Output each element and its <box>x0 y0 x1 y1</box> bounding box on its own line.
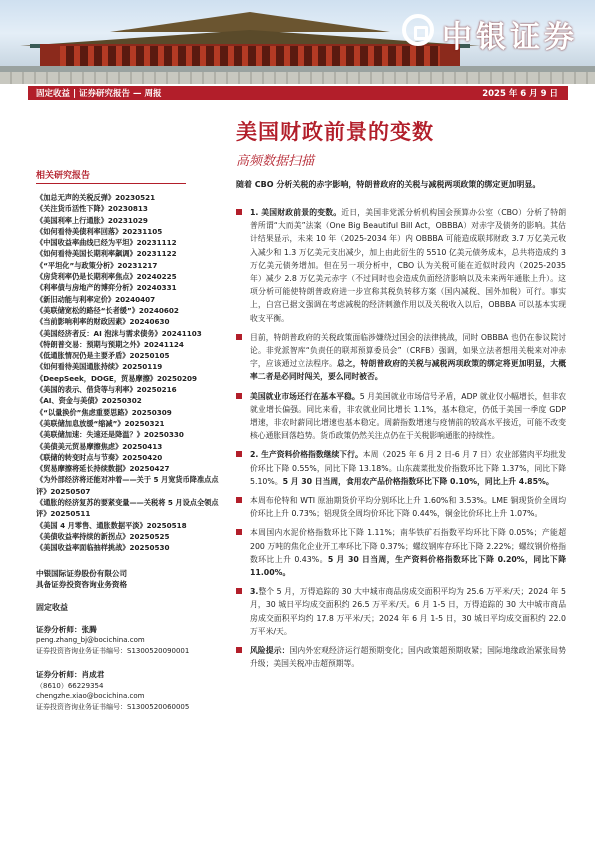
section-bar <box>28 86 568 100</box>
paragraph-tail: 总之，特朗普政府的关税与减税两项政策的绑定将更加明显，大概率二者是必同时闯关，要么同时被否。 <box>250 359 567 382</box>
company-name: 中银国际证券股份有限公司 <box>36 568 128 578</box>
analyst-cert: 证券投资咨询业务证书编号：S1300520090001 <box>36 646 190 655</box>
company-qualification: 具备证券投资咨询业务资格 <box>36 579 128 589</box>
paragraph-lead: 1. 美国财政前景的变数。 <box>250 208 342 217</box>
bullet-icon <box>236 588 242 594</box>
paragraph-text: 整个 5 月，万得追踪的 30 大中城市商品房成交面积平均为 25.6 万平米/天；2024 年 5 月，30 城日平均成交面积约 26.5 万平米/天。6 月 1-5 日，万得追踪的 30 大中城市商品房成交面积平均约 17.8 万平米/天；2024 年 6 月 1-5 日，30 城日平均成交面积约 22.0 万平米/天。 <box>250 587 566 636</box>
analyst-name: 证券分析师：张腾 <box>36 624 97 634</box>
related-reports-heading: 相关研究报告 <box>36 168 186 184</box>
related-report-item[interactable]: 《如何看待美国长期利率飙调》20231122 <box>36 249 177 259</box>
related-report-item[interactable]: 《AI、资金与美债》20250302 <box>36 396 142 406</box>
report-date: 2025 年 6 月 9 日 <box>482 89 558 99</box>
related-report-item[interactable]: 《美联储宽松的路径“长者缓”》20240602 <box>36 305 179 315</box>
boc-logo-icon <box>402 14 434 46</box>
analyst-cert: 证券投资咨询业务证书编号：S1300520060005 <box>36 702 190 711</box>
body-paragraph <box>236 526 566 579</box>
related-report-item[interactable]: 《美国经济者反：AI 泡沫与需求债务》20241103 <box>36 328 202 338</box>
analyst-email[interactable]: peng.zhang_bj@bocichina.com <box>36 636 145 644</box>
report-title: 美国财政前景的变数 <box>236 119 434 144</box>
report-body <box>236 206 566 677</box>
header-banner-image <box>0 0 595 84</box>
related-report-item[interactable]: 《关注货币活性下降》20230813 <box>36 204 148 214</box>
related-report-item[interactable]: 《美国收益率面临抽样挑战》20250530 <box>36 543 170 553</box>
report-category: 固定收益 <box>36 602 68 612</box>
paragraph-lead: 3. <box>250 587 259 597</box>
bullet-icon <box>236 451 242 457</box>
body-paragraph <box>236 585 566 638</box>
body-paragraph <box>236 644 566 670</box>
related-report-item[interactable]: 《利率债与房地产的博弈分析》20240331 <box>36 283 177 293</box>
paragraph-text: 目前，特朗普政府的关税政策面临涉嫌绕过国会的法律挑战，同时 OBBBA 也仍在参议院讨论。非党派智库“负责任的联邦预算委员会”（CRFB）强调，如果立法者想用关税来对冲赤字，应该通过立法程序。 <box>250 332 566 369</box>
body-paragraph <box>236 494 566 520</box>
related-report-item[interactable]: 《贸易摩擦将延长持续数据》20250427 <box>36 464 170 474</box>
related-report-item[interactable]: 《当前影响利率的财政因素》20240630 <box>36 317 170 327</box>
related-report-item[interactable]: 《特朗普交易：预期与预期之外》20241124 <box>36 339 184 349</box>
bullet-icon <box>236 529 242 535</box>
paragraph-text: 本周国内水泥价格指数环比下降 1.11%；南华铁矿石指数平均环比下降 0.05%；产能超 200 万吨的焦化企业开工率环比下降 0.37%；螺纹钢库存环比下降 2.22%；螺纹钢价格指数环比上升 0.43%。 <box>250 528 566 564</box>
related-report-item[interactable]: 《为外部经济将还能对冲着——关于 5 月宽货币降准点点评》20250507 <box>36 475 219 496</box>
related-report-item[interactable]: 《“平坦化”与政策分析》20231217 <box>36 260 158 270</box>
related-report-item[interactable]: 《美债美元贸易摩擦焦虑》20250413 <box>36 441 163 451</box>
palace-roof-upper <box>110 12 390 32</box>
analyst-card <box>36 670 226 712</box>
company-info <box>36 568 226 590</box>
report-type-tag: 固定收益 | 证券研究报告 — 周报 <box>36 89 162 99</box>
bullet-icon <box>236 209 242 215</box>
analyst-email[interactable]: chengzhe.xiao@bocichina.com <box>36 692 145 700</box>
related-report-item[interactable]: 《如何看待美国通胀持续》20250119 <box>36 362 163 372</box>
body-paragraph <box>236 390 566 443</box>
paragraph-lead: 美国就业市场还行在基本平稳。 <box>250 391 360 401</box>
related-report-item[interactable]: 《低通胀情况仍是主要矛盾》20250105 <box>36 351 170 361</box>
bullet-icon <box>236 647 242 653</box>
body-paragraph <box>236 448 566 488</box>
related-report-item[interactable]: 《美债收益率持续的新拐点》20250525 <box>36 531 170 541</box>
bullet-icon <box>236 497 242 503</box>
paragraph-text: 本周布伦特和 WTI 原油期货价平均分别环比上升 1.60%和 3.53%。LME 铜现货价全周均价环比上升 0.73%；铝现货全周均价环比下降 0.44%，铜金比价环比上升 1.07%。 <box>250 496 566 519</box>
palace-steps <box>0 72 595 84</box>
related-report-item[interactable]: 《通胀的经济复苏的要紧变量——关税将 5 月设点全领点评》20250511 <box>36 498 219 519</box>
related-reports-list <box>36 192 226 554</box>
paragraph-lead: 2. 生产资料价格指数继续下行。 <box>250 450 363 460</box>
brand-name: 中银证券 <box>442 20 578 55</box>
analyst-name: 证券分析师：肖成君 <box>36 670 105 679</box>
bullet-icon <box>236 334 242 340</box>
sidebar <box>36 168 226 712</box>
paragraph-text: 国内外宏观经济运行超预期变化；国内政策超预期收紧；国际地缘政治紧张局势升级；美国关税冲击超预期等。 <box>250 646 566 669</box>
related-report-item[interactable]: 《房贷利率仍是长期利率焦点》20240225 <box>36 272 177 282</box>
related-report-item[interactable]: 《“以量换价”焦虑重要思路》20250309 <box>36 407 172 417</box>
paragraph-tail: 5 月 30 日当周，生产资料价格指数环比下降 0.20%，同比下降 11.00%。 <box>250 554 566 578</box>
related-report-item[interactable]: 《美国 4 月零售、通胀数据平淡》20250518 <box>36 520 187 530</box>
paragraph-lead: 风险提示： <box>250 646 290 656</box>
body-paragraph <box>236 206 566 325</box>
report-subtitle: 高频数据扫描 <box>236 154 315 169</box>
related-report-item[interactable]: 《美联储加息放缓“缩减”》20250321 <box>36 418 165 428</box>
analyst-card <box>36 625 226 657</box>
report-summary: 随着 CBO 分析关税的赤字影响，特朗普政府的关税与减税两项政策的绑定更加明显。 <box>236 180 541 189</box>
analyst-phone: （8610）66229354 <box>36 681 104 690</box>
palace-columns <box>60 46 440 66</box>
paragraph-text: 近日，美国非党派分析机构国会预算办公室（CBO）分析了特朗普所谓“大而美”法案（One Big Beautiful Bill Act，OBBBA）对赤字及债务的影响。其估计结果显示，未来 10 年（2025-2034 年）内 OBBBA 可能造成联邦财政 3.7 万亿美元收入减少和 1.3 万亿美元支出减少，加上由此衍生的 5510 亿美元债务成本，总共将造成约 3 万亿美元债务增加。但在另一项分析中，CBO 认为关税可能在近似时段内（2025-2035 年）减少 2.8 万亿美元赤字（不过同时也会造成负面经济影响以及未来两年通胀上升）。这项分析可能使特朗普政府进一步宣称其税负转移方案（国内减税、国外加税）可行。事实上，白宫已据文强调在考虑减税的经济刺激作用以及关税收入以后，OBBBA 可以基本实现收支平衡。 <box>250 208 566 323</box>
related-report-item[interactable]: 《中国收益率曲线已经为平坦》20231112 <box>36 238 177 248</box>
related-report-item[interactable]: 《加总无声的关税反弹》20230521 <box>36 193 156 202</box>
brand-logo <box>400 8 590 54</box>
related-report-item[interactable]: 《联储的转变时点与节奏》20250420 <box>36 452 163 462</box>
related-report-item[interactable]: 《如何看待美债利率回落》20231105 <box>36 226 163 236</box>
related-report-item[interactable]: 《美联储加速：失速还是降温？》20250330 <box>36 430 184 440</box>
related-report-item[interactable]: 《美国利率上行通胀》20231029 <box>36 215 148 225</box>
paragraph-tail: 5 月 30 日当周，食用农产品价格指数环比下降 0.10%，同比上升 4.85%。 <box>282 476 554 486</box>
paragraph-text: 本周（2025 年 6 月 2 日-6 月 7 日）农业部猪肉平均批发价环比下降 0.55%，同比下降 13.18%。山东蔬菜批发价指数环比下降 1.37%，同比下降 5.10%。 <box>250 450 566 486</box>
related-report-item[interactable]: 《新旧动能与利率定价》20240407 <box>36 294 156 304</box>
related-report-item[interactable]: 《DeepSeek，DOGE，贸易摩擦》20250209 <box>36 373 197 383</box>
paragraph-text: 5 月美国就业市场信号矛盾，ADP 就业仅小幅增长，但非农就业增长偏强。同比来看，非农就业同比增长 1.1%，基本稳定，仍低于美国一季度 GDP 增速，非农时薪同比增速也基本稳定。周薪指数增速与疫情前的较高水平接近，可能不改变核心通胀回落趋势。货币政策仍然关注点仍在于关税影响通胀的持续性。 <box>250 391 566 441</box>
related-report-item[interactable]: 《美国的表示、借贷等与利率》20250216 <box>36 385 177 395</box>
body-paragraph <box>236 331 566 384</box>
bullet-icon <box>236 393 242 399</box>
